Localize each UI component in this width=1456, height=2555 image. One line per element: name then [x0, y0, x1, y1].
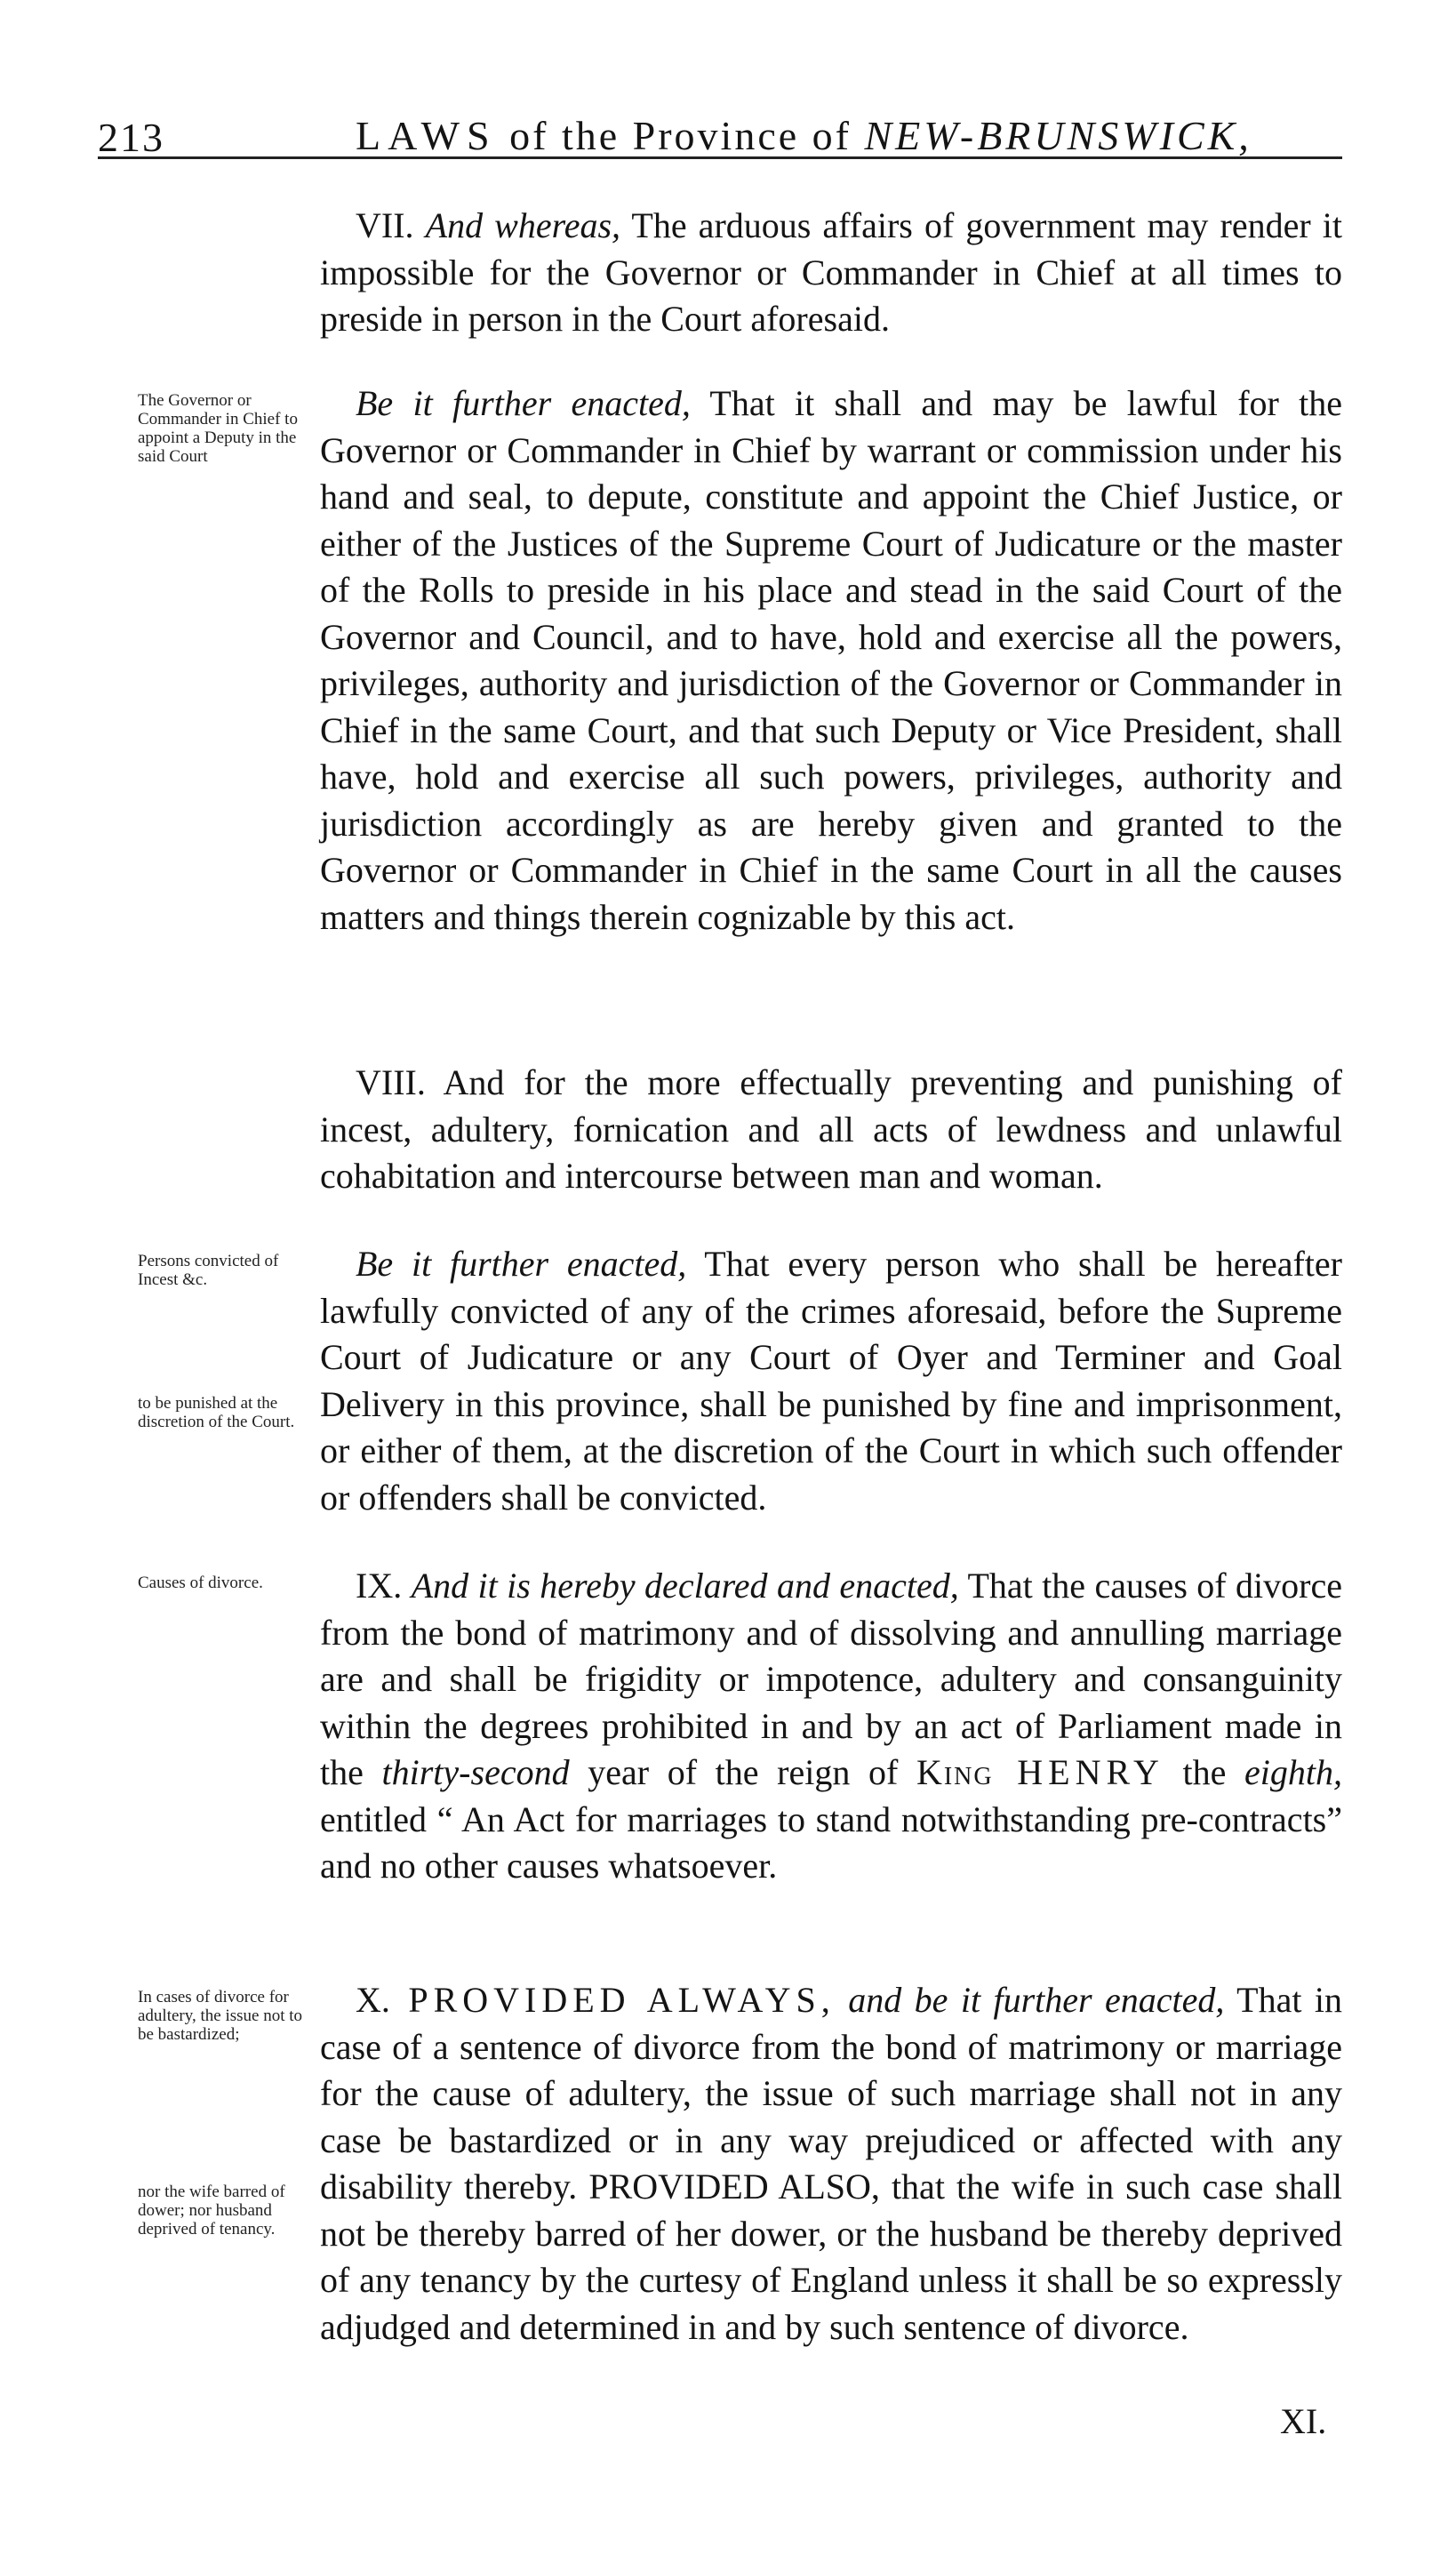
section-vii-paragraph: [320, 203, 1342, 343]
marginal-note-wife-dower: nor the wife barred of dower; nor husband deprived of tenancy.: [138, 2183, 285, 2239]
section-lead: And it is hereby declared and enacted,: [411, 1566, 959, 1606]
section-text: year of the reign of: [569, 1752, 916, 1792]
section-vii: [320, 203, 1342, 343]
section-viii-enactment: [320, 1241, 1342, 1521]
section-vii-enactment-paragraph: [320, 380, 1342, 941]
section-text: entitled “ An Act for marriages to stand notwithstanding pre-contracts” and no other causes whatsoever.: [320, 1798, 1342, 1886]
section-text-henry: HENRY: [993, 1752, 1164, 1792]
page-number: 213: [98, 115, 164, 160]
section-viii: [320, 1060, 1342, 1200]
marginal-note-issue-not-bastardized: In cases of divorce for adultery, the issue not to be bastardized;: [138, 1988, 303, 2044]
marginal-note-punished: to be punished at the discretion of the Court.: [138, 1394, 295, 1431]
section-viii-paragraph: [320, 1060, 1342, 1200]
section-lead: And whereas,: [425, 205, 621, 245]
section-x-paragraph: [320, 1977, 1342, 2351]
running-head-province: NEW-BRUNSWICK,: [864, 113, 1252, 158]
section-lead: and be it further enacted,: [835, 1980, 1225, 2020]
section-number: VIII.: [356, 1062, 426, 1102]
section-text-king: King: [916, 1752, 994, 1792]
section-text: That every person who shall be hereafter lawfully convicted of any of the crimes aforesaid, before the Supreme Court of Judicature or any Court of Oyer and Terminer and Goal Delivery in this province, shall be punished by fine and imprisonment, or either of them, at the discretion of the Court in which such offender or offenders shall be convicted.: [320, 1244, 1342, 1518]
section-text: The arduous affairs of government may render it impossible for the Governor or Commander in Chief at all times to preside in person in the Court aforesaid.: [320, 205, 1342, 339]
section-text: the: [1164, 1752, 1244, 1792]
section-text: That the causes of divorce from the bond of matrimony and of dissolving and annulling marriage are and shall be frigidity or impotence, adultery and consanguinity within the degrees prohibited in and by an act of Parliament made in the: [320, 1566, 1342, 1792]
running-head-middle: of the Province of: [496, 113, 865, 158]
marginal-note-causes-divorce: Causes of divorce.: [138, 1574, 263, 1592]
section-lead: Be it further enacted,: [356, 383, 691, 423]
header-rule: [98, 156, 1342, 159]
section-caps: PROVIDED ALSO,: [577, 2167, 880, 2207]
section-ix-paragraph: [320, 1563, 1342, 1890]
marginal-note-deputy: The Governor or Commander in Chief to appoint a Deputy in the said Court: [138, 391, 298, 466]
section-lead: Be it further enacted,: [356, 1244, 687, 1284]
section-caps: PROVIDED ALWAYS,: [389, 1980, 836, 2020]
running-head-laws: LAWS: [356, 113, 497, 158]
section-text-eighth: eighth,: [1244, 1752, 1342, 1792]
section-text: That in case of a sentence of divorce from the bond of matrimony or marriage for the cause of adultery, the issue of such marriage shall not in any case be bastardized or in any way prejudiced or affected with any disability thereby.: [320, 1980, 1342, 2207]
marginal-note-persons-convicted: Persons convicted of Incest &c.: [138, 1252, 279, 1289]
page-header: [98, 107, 1342, 169]
catchword: XI.: [1280, 2401, 1327, 2441]
section-text: that the wife in such case shall not be thereby barred of her dower, or the husband be thereby deprived of any tenancy by the curtesy of England unless it shall be so expressly adjudged and determined in and by such sentence of divorce.: [320, 2167, 1343, 2347]
section-number: IX.: [356, 1566, 403, 1606]
section-viii-enactment-paragraph: [320, 1241, 1342, 1521]
section-text-year: thirty-second: [381, 1752, 570, 1792]
section-text: And for the more effectually preventing and punishing of incest, adultery, fornication and all acts of lewdness and unlawful cohabitation and intercourse between man and woman.: [320, 1062, 1342, 1196]
section-ix: [320, 1563, 1342, 1890]
section-vii-enactment: [320, 380, 1342, 941]
section-x: [320, 1977, 1342, 2351]
section-number: X.: [356, 1980, 390, 2020]
running-head: [356, 112, 1252, 159]
section-text: That it shall and may be lawful for the Governor or Commander in Chief by warrant or commission under his hand and seal, to depute, constitute and appoint the Chief Justice, or either of the Justices of the Supreme Court of Judicature or the master of the Rolls to preside in his place and stead in the said Court of the Governor and Council, and to have, hold and exercise all the powers, privileges, authority and jurisdiction of the Governor or Commander in Chief in the same Court, and that such Deputy or Vice President, shall have, hold and exercise all such powers, privileges, authority and jurisdiction accordingly as are hereby given and granted to the Governor or Commander in Chief in the same Court in all the causes matters and things therein cognizable by this act.: [320, 383, 1343, 937]
section-number: VII.: [356, 205, 414, 245]
